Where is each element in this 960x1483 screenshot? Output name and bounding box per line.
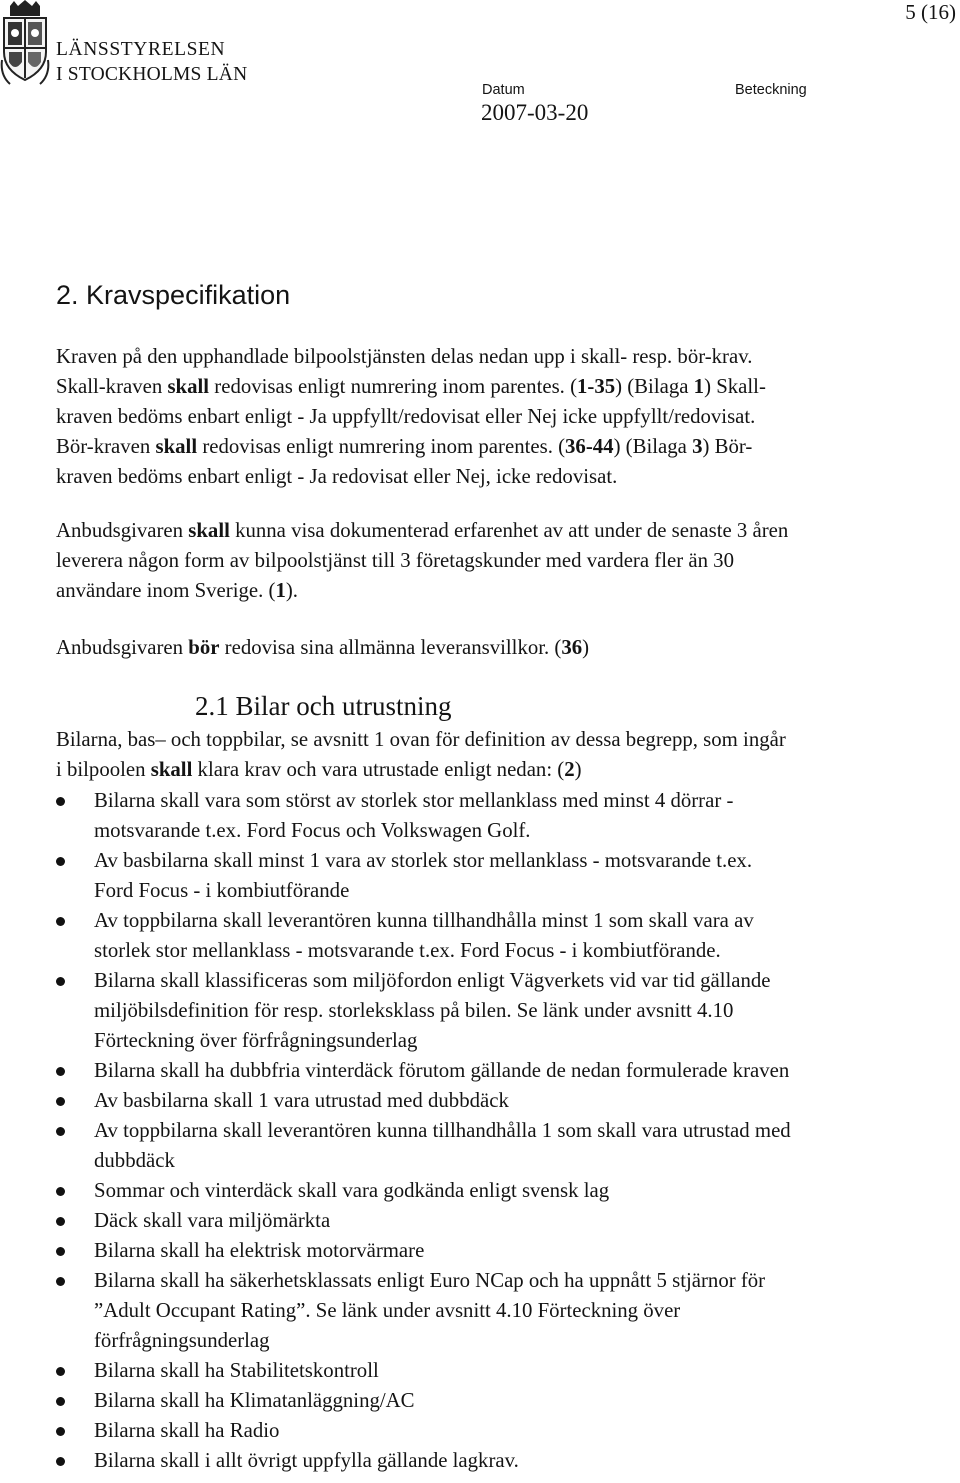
section-title: 2. Kravspecifikation — [56, 280, 291, 310]
bullet-icon — [56, 1277, 65, 1286]
text-line: Bilarna, bas– och toppbilar, se avsnitt 1 ovan för definition av dessa begrepp, som ingår — [56, 728, 786, 751]
text-line: Bilarna skall ha säkerhetsklassats enligt Euro NCap och ha uppnått 5 stjärnor för — [94, 1269, 766, 1292]
bullet-icon — [56, 1457, 65, 1466]
text-line: ”Adult Occupant Rating”. Se länk under avsnitt 4.10 Förteckning över — [94, 1299, 681, 1322]
text-line: Av basbilarna skall minst 1 vara av storlek stor mellanklass - motsvarande t.ex. — [94, 849, 753, 872]
text-line: Bilarna skall klassificeras som miljöfordon enligt Vägverkets vid var tid gällande — [94, 969, 771, 992]
text-line: Förteckning över förfrågningsunderlag — [94, 1029, 418, 1052]
list-item — [56, 1086, 791, 1116]
text-line: Av basbilarna skall 1 vara utrustad med dubbdäck — [94, 1089, 509, 1112]
bullet-icon — [56, 1427, 65, 1436]
bullet-icon — [56, 1187, 65, 1196]
experience-requirement — [56, 516, 788, 606]
list-item — [56, 786, 791, 846]
text-line: miljöbilsdefinition för resp. storleksklass på bilen. Se länk under avsnitt 4.10 — [94, 999, 734, 1022]
text-line: Sommar och vinterdäck skall vara godkända enligt svensk lag — [94, 1179, 610, 1202]
list-item — [56, 1356, 791, 1386]
date-label: Datum — [482, 82, 525, 98]
text-line: storlek stor mellanklass - motsvarande t.ex. Ford Focus - i kombiutförande. — [94, 939, 721, 962]
text-line: i bilpoolen skall klara krav och vara utrustade enligt nedan: (2) — [56, 758, 582, 781]
text-line: leverera någon form av bilpoolstjänst till 3 företagskunder med vardera fler än 30 — [56, 549, 734, 572]
bullet-icon — [56, 1397, 65, 1406]
text-line: Kraven på den upphandlade bilpoolstjänsten delas nedan upp i skall- resp. bör-krav. — [56, 345, 753, 368]
text-line: Ford Focus - i kombiutförande — [94, 879, 350, 902]
document-date: 2007-03-20 — [481, 100, 589, 125]
text-line: dubbdäck — [94, 1149, 175, 1172]
text-line: Bilarna skall vara som störst av storlek stor mellanklass med minst 4 dörrar - — [94, 789, 734, 812]
bullet-icon — [56, 1067, 65, 1076]
page-number: 5 (16) — [905, 0, 956, 24]
coat-of-arms-icon — [0, 0, 50, 90]
list-item — [56, 1386, 791, 1416]
bullet-icon — [56, 857, 65, 866]
text-line: Anbudsgivaren skall kunna visa dokumenterad erfarenhet av att under de senaste 3 åren — [56, 519, 789, 542]
list-item — [56, 906, 791, 966]
text-line: kraven bedöms enbart enligt - Ja uppfyllt/redovisat eller Nej icke uppfyllt/redovisat. — [56, 405, 756, 428]
delivery-terms-requirement — [56, 633, 589, 663]
bullet-icon — [56, 1097, 65, 1106]
text-line: förfrågningsunderlag — [94, 1329, 270, 1352]
bullet-icon — [56, 1217, 65, 1226]
text-line: Bilarna skall ha Radio — [94, 1419, 280, 1442]
list-item — [56, 1236, 791, 1266]
list-item — [56, 1266, 791, 1356]
bullet-icon — [56, 917, 65, 926]
list-item — [56, 1056, 791, 1086]
list-item — [56, 1116, 791, 1176]
organization-name: LÄNSSTYRELSEN — [56, 39, 226, 60]
cars-intro — [56, 725, 786, 785]
bullet-icon — [56, 1247, 65, 1256]
list-item — [56, 1416, 791, 1446]
bullet-icon — [56, 1127, 65, 1136]
text-line: Bilarna skall ha Stabilitetskontroll — [94, 1359, 379, 1382]
text-line: Bilarna skall i allt övrigt uppfylla gällande lagkrav. — [94, 1449, 519, 1472]
text-line: Bilarna skall ha Klimatanläggning/AC — [94, 1389, 415, 1412]
car-requirements-list — [56, 786, 791, 1476]
reference-label: Beteckning — [735, 82, 807, 98]
list-item — [56, 1446, 791, 1476]
subsection-title: 2.1 Bilar och utrustning — [195, 691, 452, 721]
list-item — [56, 1176, 791, 1206]
text-line: Skall-kraven skall redovisas enligt numrering inom parentes. (1-35) (Bilaga 1) Skall- — [56, 375, 766, 398]
list-item — [56, 846, 791, 906]
text-line: Av toppbilarna skall leverantören kunna tillhandhålla 1 som skall vara utrustad med — [94, 1119, 791, 1142]
text-line: användare inom Sverige. (1). — [56, 579, 298, 602]
list-item — [56, 1206, 791, 1236]
text-line: Bilarna skall ha dubbfria vinterdäck förutom gällande de nedan formulerade kraven — [94, 1059, 790, 1082]
list-item — [56, 966, 791, 1056]
text-line: Anbudsgivaren bör redovisa sina allmänna leveransvillkor. (36) — [56, 636, 590, 659]
text-line: Däck skall vara miljömärkta — [94, 1209, 331, 1232]
text-line: Av toppbilarna skall leverantören kunna tillhandhålla minst 1 som skall vara av — [94, 909, 754, 932]
bullet-icon — [56, 797, 65, 806]
text-line: Bör-kraven skall redovisas enligt numrering inom parentes. (36-44) (Bilaga 3) Bör- — [56, 435, 753, 458]
text-line: kraven bedöms enbart enligt - Ja redovisat eller Nej, icke redovisat. — [56, 465, 618, 488]
bullet-icon — [56, 1367, 65, 1376]
bullet-icon — [56, 977, 65, 986]
text-line: motsvarande t.ex. Ford Focus och Volkswagen Golf. — [94, 819, 531, 842]
text-line: Bilarna skall ha elektrisk motorvärmare — [94, 1239, 425, 1262]
requirements-intro — [56, 342, 766, 492]
organization-region: I STOCKHOLMS LÄN — [56, 64, 248, 85]
